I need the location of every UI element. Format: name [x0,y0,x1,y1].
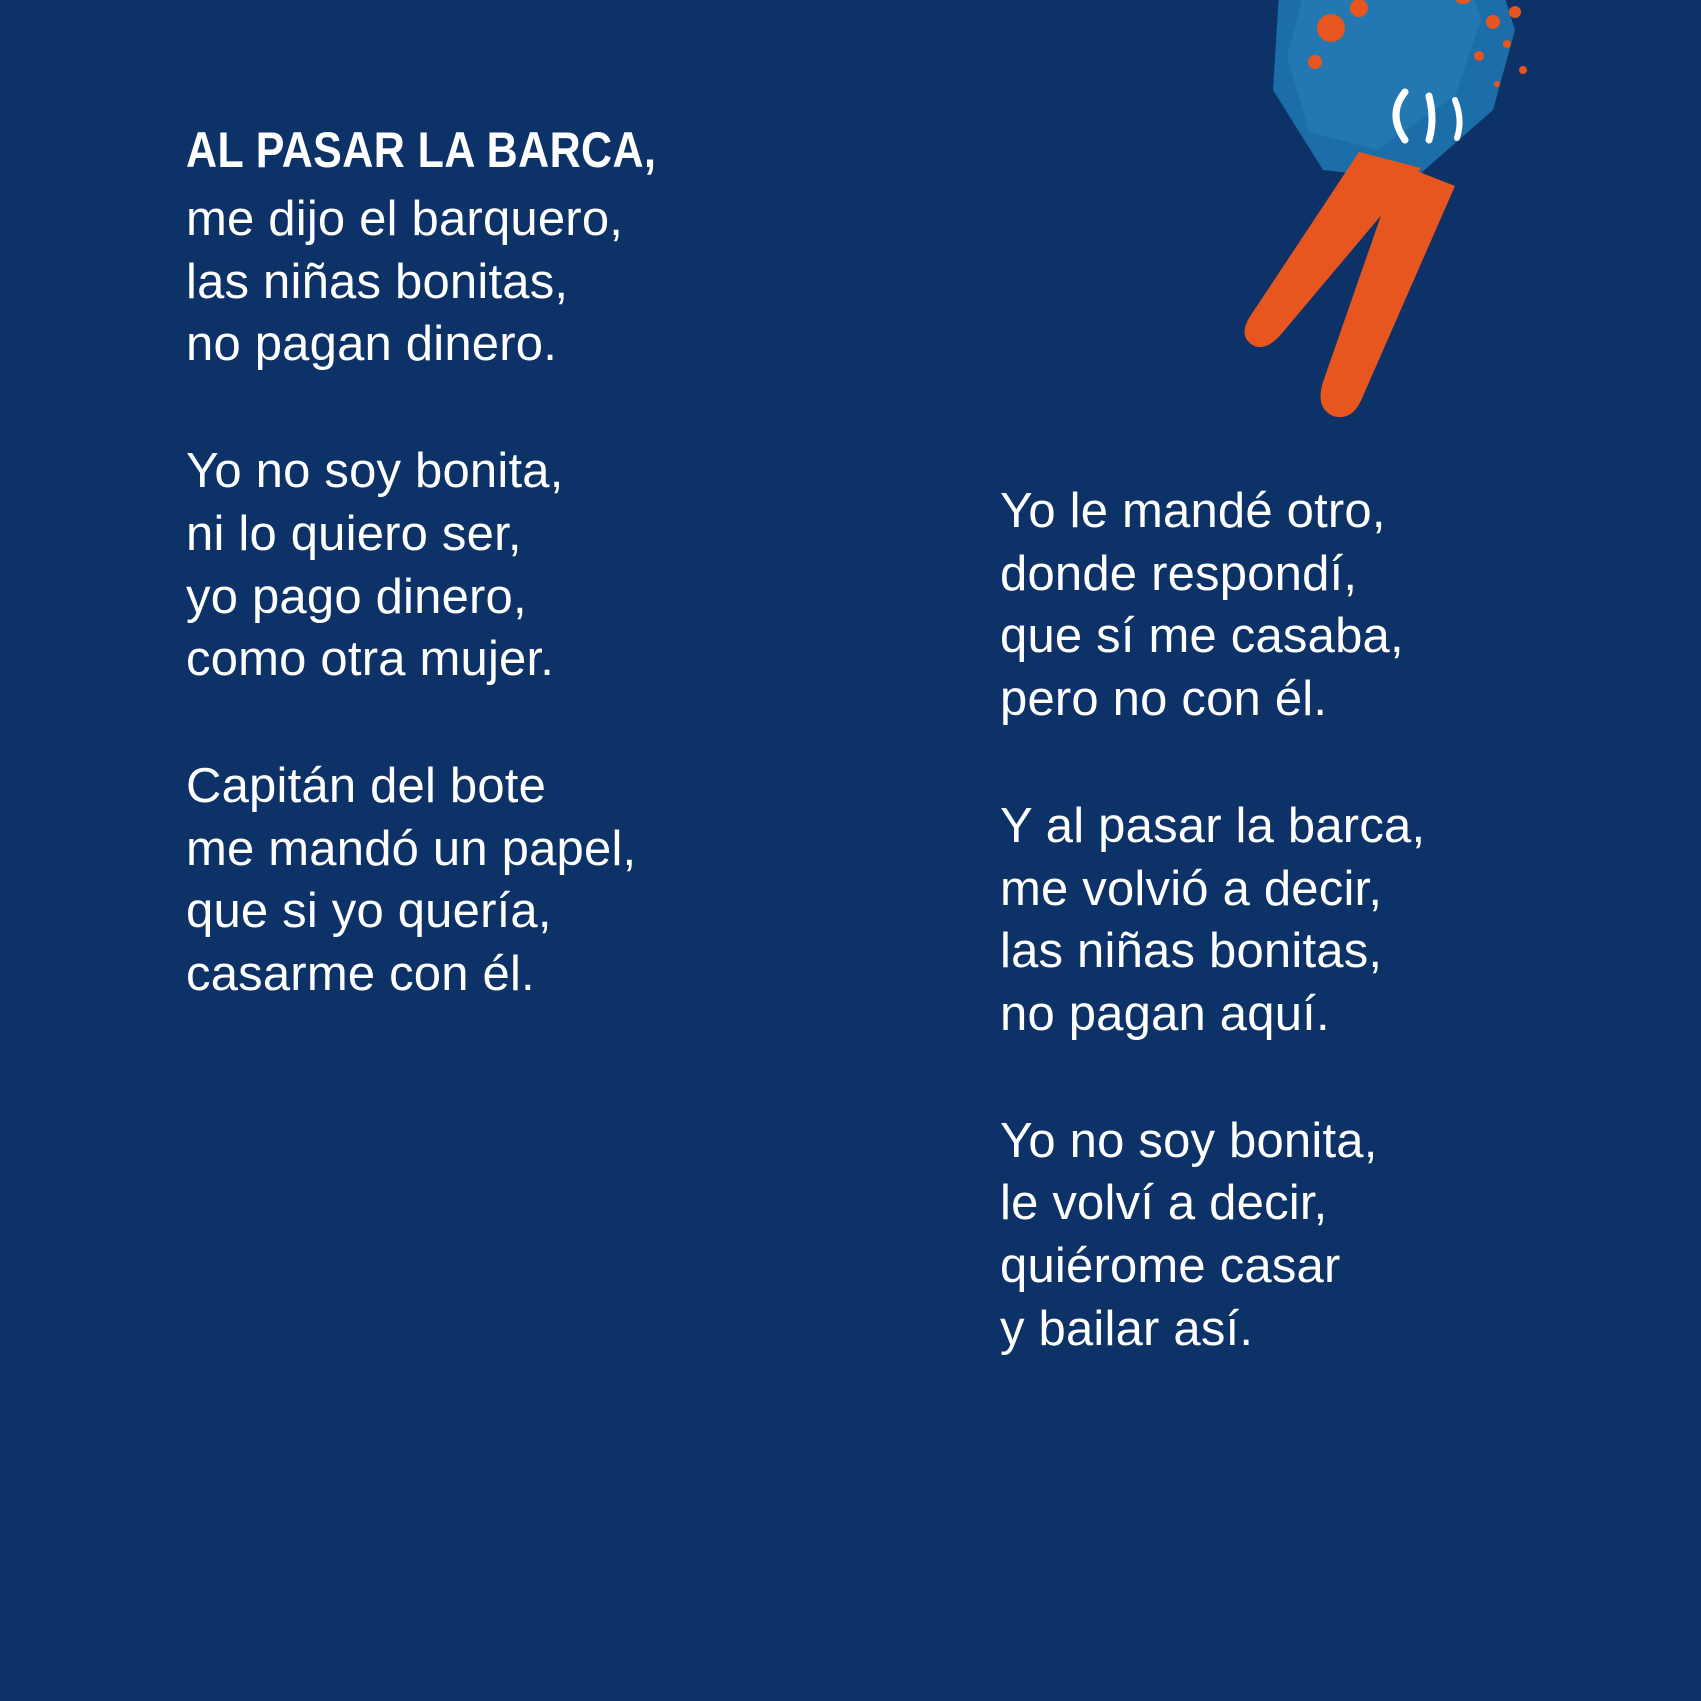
poem-line: ni lo quiero ser, [186,506,522,561]
poem-stanza [186,440,886,691]
poem-line: Capitán del bote [186,759,547,814]
poem-line: las niñas bonitas, [1000,924,1383,979]
poem-stanza [186,118,886,376]
poem-line: no pagan dinero. [186,317,558,372]
poem-line: le volví a decir, [1000,1176,1328,1231]
poem-line: que si yo quería, [186,884,552,939]
poem-line: Yo no soy bonita, [186,444,564,499]
poem-title: AL PASAR LA BARCA, [186,122,657,178]
poem-line: me volvió a decir, [1000,861,1383,916]
poem-line: me dijo el barquero, [186,192,624,246]
poem-line: las niñas bonitas, [186,254,569,309]
poem-stanza [1000,480,1640,731]
poem-line: pero no con él. [1000,672,1328,727]
poem-line: quiérome casar [1000,1239,1341,1294]
poem-line: casarme con él. [186,947,535,1002]
poem-line: me mandó un papel, [186,821,637,876]
poem-stanza [1000,1110,1640,1361]
poem-line: y bailar así. [1000,1301,1254,1356]
poem-stanza [186,755,886,1006]
poem-line: como otra mujer. [186,632,555,687]
poem-line: Yo no soy bonita, [1000,1113,1378,1168]
poem-line: no pagan aquí. [1000,987,1330,1042]
poem-column-left [186,118,886,1006]
poem-line: que sí me casaba, [1000,609,1404,664]
poem-line: donde respondí, [1000,546,1358,601]
poem-line: yo pago dinero, [186,569,527,624]
poem-line: Y al pasar la barca, [1000,798,1426,853]
poem-column-right [1000,480,1640,1361]
poem-line: Yo le mandé otro, [1000,484,1386,538]
poem-stanza [1000,795,1640,1046]
